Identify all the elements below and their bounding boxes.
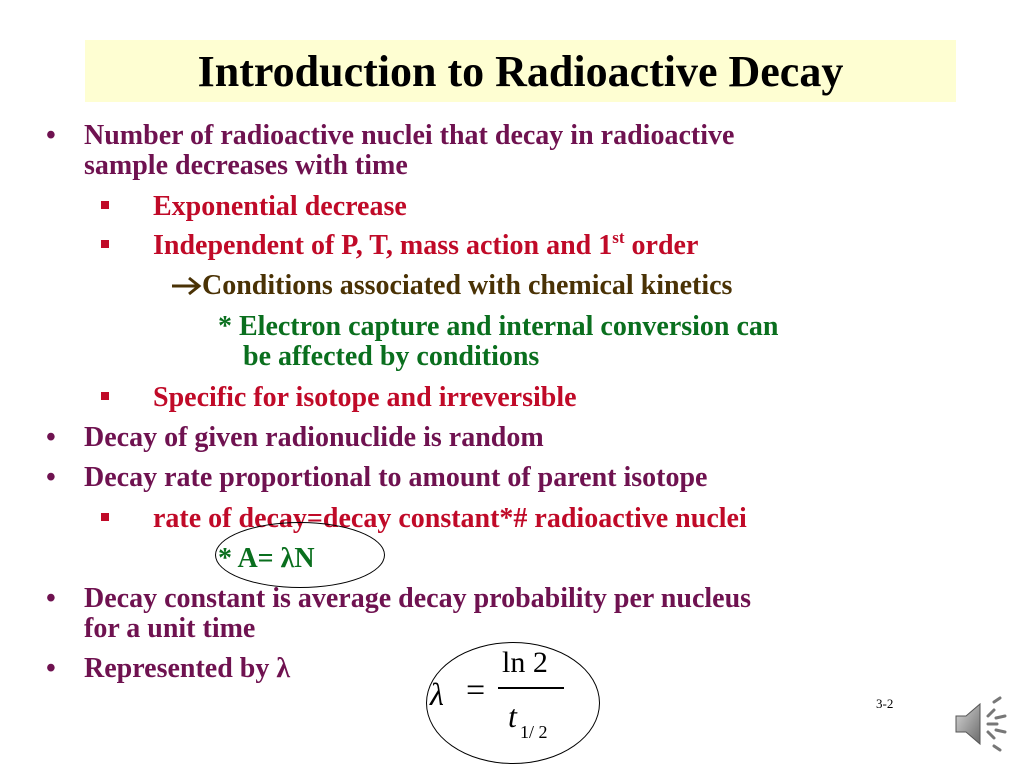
- square-bullet: [101, 201, 109, 209]
- formula-subscript: 1/ 2: [520, 722, 548, 742]
- slide-title: Introduction to Radioactive Decay: [197, 47, 844, 96]
- bullet-2: Decay of given radionuclide is random: [84, 422, 544, 453]
- bullet-4-line-1: Decay constant is average decay probability per nucleus: [84, 583, 752, 614]
- star-note-line-2: be affected by conditions: [243, 341, 540, 372]
- bullet-1-line-1: Number of radioactive nuclei that decay in radioactive: [84, 120, 735, 151]
- star-note-line-1: * Electron capture and internal conversion can: [218, 311, 779, 342]
- sub-bullet-independent-text: Independent of P, T, mass action and 1: [153, 230, 613, 261]
- bullet-dot: •: [46, 462, 56, 493]
- bullet-dot: •: [46, 120, 56, 151]
- square-bullet: [101, 392, 109, 400]
- bullet-dot: •: [46, 653, 56, 684]
- formula-equals: =: [466, 672, 486, 709]
- activity-equation: * A= λN: [218, 543, 315, 574]
- formula-lambda: λ: [430, 676, 444, 712]
- sub-bullet-independent-end: order: [624, 230, 699, 261]
- fraction-bar: [498, 687, 564, 689]
- sub-bullet-specific: Specific for isotope and irreversible: [153, 382, 577, 413]
- ordinal-suffix: st: [612, 228, 625, 247]
- equation-circle: [215, 522, 385, 588]
- half-life-formula: [426, 642, 600, 764]
- bullet-5: Represented by λ: [84, 653, 291, 684]
- page-number: 3-2: [876, 696, 894, 711]
- arrow-line-text: Conditions associated with chemical kinetics: [202, 270, 733, 301]
- right-arrow-icon: [170, 276, 202, 296]
- speaker-icon[interactable]: [950, 694, 1010, 754]
- square-bullet: [101, 240, 109, 248]
- bullet-1-line-2: sample decreases with time: [84, 150, 408, 181]
- bullet-dot: •: [46, 422, 56, 453]
- formula-denominator: t: [508, 698, 517, 734]
- sub-bullet-rate: rate of decay=decay constant*# radioactive nuclei: [153, 503, 747, 534]
- formula-numerator: ln 2: [502, 646, 548, 679]
- arrow-line: [170, 271, 732, 301]
- bullet-3: Decay rate proportional to amount of parent isotope: [84, 462, 708, 493]
- sub-bullet-independent: [153, 228, 699, 261]
- sub-bullet-exponential: Exponential decrease: [153, 191, 407, 222]
- square-bullet: [101, 513, 109, 521]
- bullet-dot: •: [46, 583, 56, 614]
- bullet-4-line-2: for a unit time: [84, 613, 256, 644]
